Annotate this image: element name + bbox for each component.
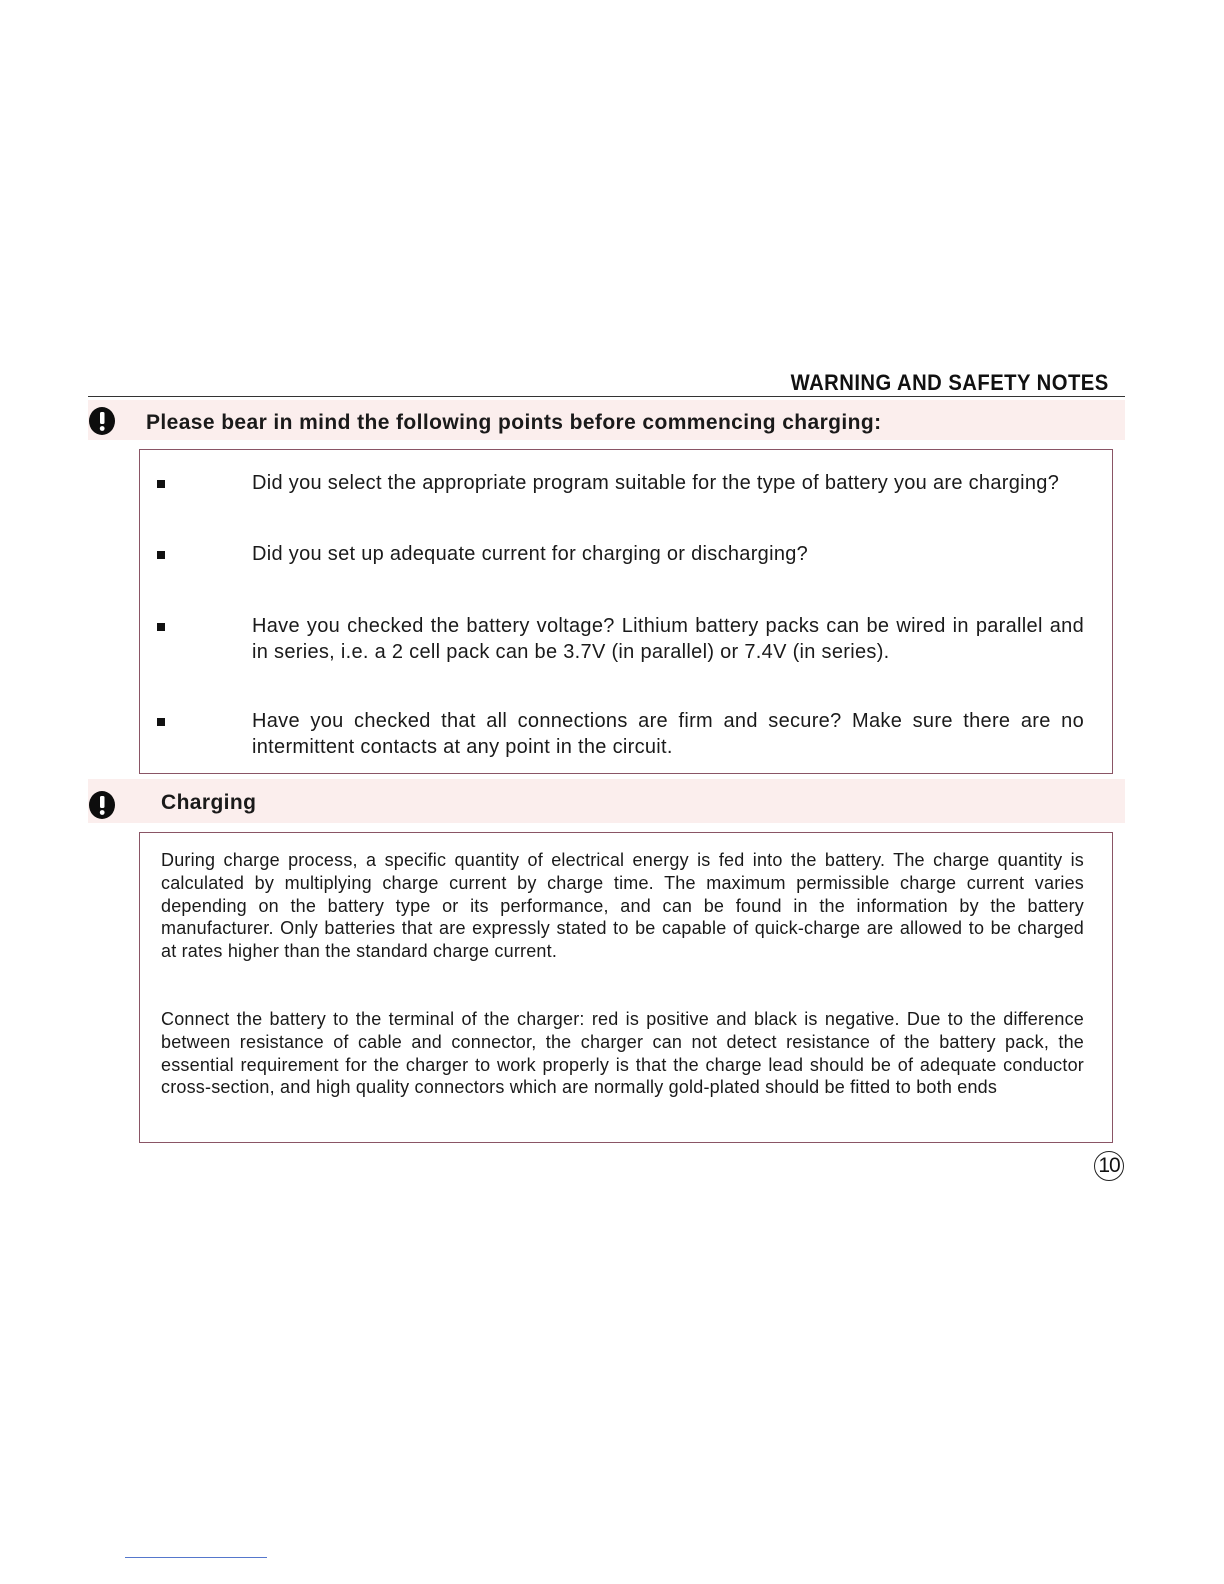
page-number: 10	[1094, 1151, 1124, 1181]
bullet-marker	[157, 623, 165, 631]
charging-paragraph: Connect the battery to the terminal of the charger: red is positive and black is negative. Due to the difference between resistance of cable and connector, the charger can not detect resistance of the battery pack, the essential requirement for the charger to work properly is that the charge lead should be of adequate conductor cross-section, and high quality connectors which are normally gold-plated should be fitted to both ends	[161, 1009, 1084, 1098]
section-heading-charging: Charging	[161, 791, 257, 814]
bullet-marker	[157, 718, 165, 726]
title-divider	[88, 396, 1125, 397]
checklist-item: Have you checked that all connections are firm and secure? Make sure there are no intermittent contacts at any point in the circuit.	[252, 710, 1084, 758]
exclamation-icon	[88, 790, 118, 820]
checklist-item: Have you checked the battery voltage? Lithium battery packs can be wired in parallel and in series, i.e. a 2 cell pack can be 3.7V (in parallel) or 7.4V (in series).	[252, 615, 1084, 663]
page-title: WARNING AND SAFETY NOTES	[790, 370, 1109, 395]
charging-paragraph: During charge process, a specific quantity of electrical energy is fed into the battery. The charge quantity is calculated by multiplying charge current by charge time. The maximum permissible charge current varies depending on the battery type or its performance, and can be found in the information by the battery manufacturer. Only batteries that are expressly stated to be capable of quick-charge are allowed to be charged at rates higher than the standard charge current.	[161, 850, 1084, 962]
bullet-marker	[157, 480, 165, 488]
checklist-item: Did you set up adequate current for charging or discharging?	[252, 543, 809, 565]
exclamation-icon	[88, 406, 118, 436]
checklist-item: Did you select the appropriate program suitable for the type of battery you are charging?	[252, 472, 1060, 494]
footer-divider	[125, 1557, 267, 1558]
bullet-marker	[157, 551, 165, 559]
section-heading-before-charging: Please bear in mind the following points before commencing charging:	[146, 411, 882, 434]
